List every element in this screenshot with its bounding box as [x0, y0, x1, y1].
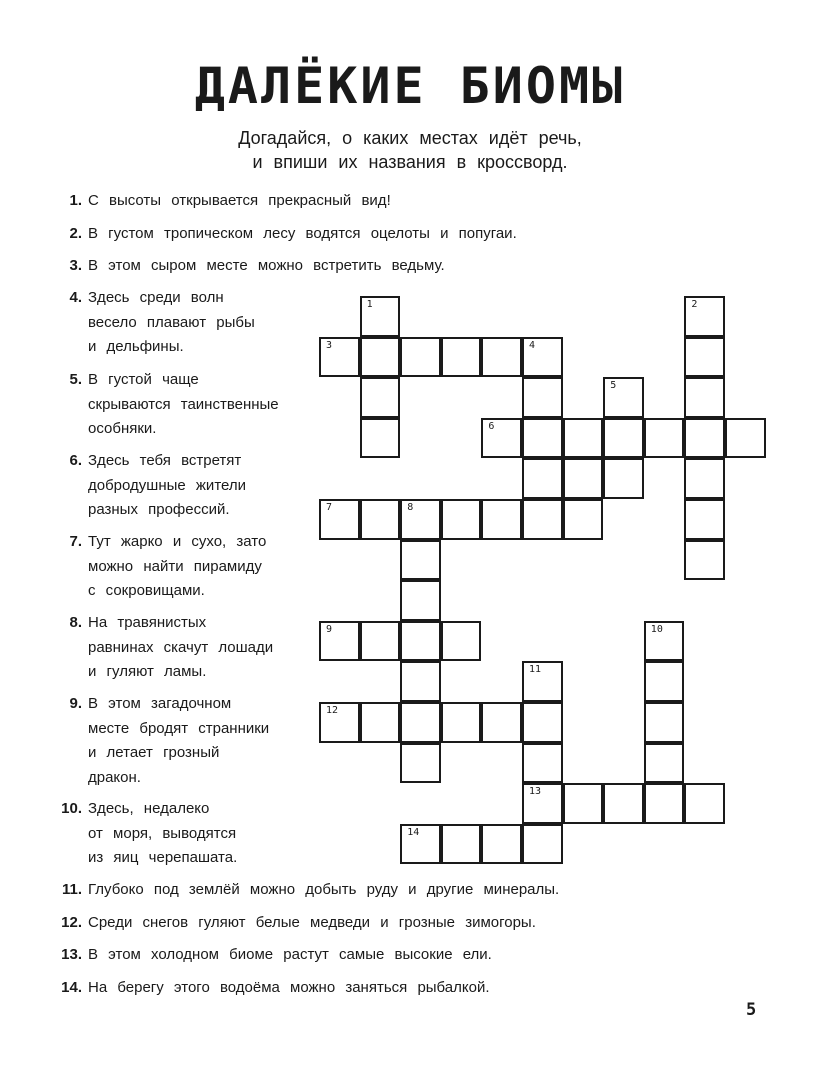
crossword-cell-number: 8 — [407, 502, 414, 513]
crossword-cell-number: 12 — [326, 705, 339, 716]
clue-number: 1. — [69, 192, 82, 209]
clue-text: Среди снегов гуляют белые медведи и грозные зимогоры. — [88, 914, 536, 931]
crossword-cell[interactable] — [481, 499, 522, 540]
crossword-cell-number: 14 — [407, 826, 420, 838]
clue-number: 6. — [69, 452, 82, 469]
clue-text: На травянистых — [88, 614, 207, 631]
clue-number: 5. — [69, 371, 82, 388]
clue-number: 10. — [61, 800, 82, 817]
clue-3 — [69, 254, 445, 279]
crossword-cell[interactable] — [684, 418, 725, 459]
crossword-cell[interactable] — [522, 499, 563, 540]
crossword-cell[interactable] — [644, 621, 685, 662]
crossword-cell[interactable] — [481, 418, 522, 459]
crossword-cell[interactable] — [684, 337, 725, 378]
crossword-cell[interactable] — [522, 337, 563, 378]
crossword-cell-number: 4 — [529, 339, 536, 351]
crossword-cell-number: 6 — [488, 420, 495, 432]
clue-text: и дельфины. — [88, 338, 184, 355]
clue-number: 13. — [61, 946, 82, 963]
clue-text: из яиц черепашата. — [88, 849, 238, 866]
clue-number: 11. — [61, 881, 82, 898]
clue-text: от моря, выводятся — [88, 824, 237, 842]
crossword-cell[interactable] — [400, 580, 441, 621]
crossword-cell[interactable] — [644, 743, 685, 784]
crossword-cell[interactable] — [644, 702, 685, 743]
clue-text: В густой чаще — [88, 371, 199, 388]
clue-text: с сокровищами. — [88, 582, 205, 599]
crossword-cell-number: 11 — [529, 664, 542, 676]
clue-text: В этом сыром месте можно встретить ведьму. — [88, 257, 445, 274]
crossword-cell[interactable] — [319, 337, 360, 378]
crossword-cell[interactable] — [400, 661, 441, 702]
crossword-cell[interactable] — [360, 621, 401, 662]
crossword-cell[interactable] — [400, 621, 441, 662]
crossword-cell[interactable] — [441, 621, 482, 662]
clue-text: В этом загадочном — [88, 695, 232, 712]
page-number: 5 — [746, 1000, 757, 1020]
crossword-cell[interactable] — [603, 377, 644, 418]
crossword-cell[interactable] — [441, 824, 482, 865]
clue-10 — [61, 797, 314, 871]
crossword-cell[interactable] — [522, 743, 563, 784]
clue-9 — [69, 692, 314, 790]
crossword-cell-number: 7 — [326, 502, 333, 513]
clue-text: весело плавают рыбы — [88, 313, 255, 331]
crossword-cell[interactable] — [522, 377, 563, 418]
clue-number: 8. — [69, 614, 82, 631]
clue-13 — [61, 943, 492, 968]
crossword-cell[interactable] — [563, 499, 604, 540]
clue-text: На берегу этого водоёма можно заняться рыбалкой. — [88, 979, 490, 996]
clue-text: скрываются таинственные — [88, 395, 279, 413]
crossword-cell[interactable] — [603, 418, 644, 459]
clue-text: и летает грозный — [88, 744, 220, 761]
clue-text: добродушные жители — [88, 476, 246, 494]
crossword-cell[interactable] — [603, 458, 644, 499]
crossword-cell[interactable] — [360, 418, 401, 459]
crossword-cell[interactable] — [481, 824, 522, 865]
crossword-cell[interactable] — [441, 337, 482, 378]
crossword-cell[interactable] — [319, 702, 360, 743]
crossword-cell[interactable] — [603, 783, 644, 824]
crossword-cell-number: 13 — [529, 786, 542, 798]
clue-text: В этом холодном биоме растут самые высокие ели. — [88, 946, 492, 963]
crossword-cell[interactable] — [400, 702, 441, 743]
crossword-cell[interactable] — [319, 499, 360, 540]
crossword-cell[interactable] — [400, 743, 441, 784]
crossword-cell[interactable] — [644, 783, 685, 824]
clue-text: можно найти пирамиду — [88, 557, 262, 575]
clue-number: 9. — [69, 695, 82, 712]
crossword-cell[interactable] — [522, 783, 563, 824]
crossword-cell[interactable] — [522, 661, 563, 702]
crossword-cell[interactable] — [684, 540, 725, 581]
crossword-cell[interactable] — [400, 540, 441, 581]
clue-text: месте бродят странники — [88, 719, 270, 737]
crossword-cell[interactable] — [522, 702, 563, 743]
crossword-cell[interactable] — [441, 499, 482, 540]
instructions-line: Догадайся, о каких местах идёт речь, — [238, 128, 582, 148]
crossword-cell[interactable] — [725, 418, 766, 459]
crossword-cell[interactable] — [360, 377, 401, 418]
clue-text: В густом тропическом лесу водятся оцелоты и попугаи. — [88, 225, 517, 242]
crossword-cell[interactable] — [360, 702, 401, 743]
crossword-cell-number: 5 — [610, 380, 617, 392]
clue-11 — [61, 878, 560, 903]
instructions — [140, 126, 680, 174]
clue-5 — [69, 368, 314, 442]
crossword-cell[interactable] — [441, 702, 482, 743]
clue-text: особняки. — [88, 420, 157, 437]
clue-text: и гуляют ламы. — [88, 663, 207, 680]
crossword-cell[interactable] — [360, 499, 401, 540]
crossword-cell[interactable] — [684, 499, 725, 540]
clue-number: 2. — [69, 225, 82, 242]
crossword-cell[interactable] — [684, 458, 725, 499]
clue-14 — [61, 976, 490, 1001]
crossword-cell[interactable] — [360, 296, 401, 337]
crossword-cell[interactable] — [522, 418, 563, 459]
crossword-cell[interactable] — [400, 337, 441, 378]
clue-text: Здесь тебя встретят — [88, 452, 242, 469]
clue-text: Здесь среди волн — [88, 289, 224, 306]
crossword-cell-number: 9 — [326, 623, 333, 635]
clue-number: 4. — [69, 289, 82, 306]
crossword-cell[interactable] — [522, 824, 563, 865]
crossword-cell[interactable] — [563, 418, 604, 459]
clue-6 — [69, 449, 314, 523]
clue-12 — [61, 911, 536, 936]
clue-number: 7. — [69, 533, 82, 550]
clue-7 — [69, 530, 314, 604]
clue-number: 12. — [61, 914, 82, 931]
crossword-cell[interactable] — [400, 499, 441, 540]
crossword-cell-number: 10 — [650, 623, 663, 635]
crossword-cell[interactable] — [563, 458, 604, 499]
crossword-cell-number: 1 — [366, 299, 373, 310]
crossword-cell[interactable] — [684, 377, 725, 418]
crossword-cell[interactable] — [563, 783, 604, 824]
clue-2 — [69, 222, 517, 247]
instructions-line: и впиши их названия в кроссворд. — [252, 152, 568, 172]
clue-text: равнинах скачут лошади — [88, 638, 274, 656]
clue-text: С высоты открывается прекрасный вид! — [88, 192, 391, 209]
clue-number: 14. — [61, 979, 82, 996]
clue-text: Здесь, недалеко — [88, 800, 210, 817]
crossword-cell[interactable] — [319, 621, 360, 662]
crossword-cell[interactable] — [644, 418, 685, 459]
crossword-cell[interactable] — [644, 661, 685, 702]
clue-8 — [69, 611, 314, 685]
crossword-cell[interactable] — [400, 824, 441, 865]
page-title: ДАЛЁКИЕ БИОМЫ — [194, 57, 626, 115]
crossword-cell[interactable] — [684, 296, 725, 337]
clue-text: Глубоко под землёй можно добыть руду и другие минералы. — [88, 881, 560, 898]
clue-1 — [69, 189, 391, 214]
crossword-cell-number: 2 — [691, 299, 698, 310]
crossword-cell[interactable] — [522, 458, 563, 499]
crossword-cell[interactable] — [684, 783, 725, 824]
crossword-cell-number: 3 — [326, 339, 333, 351]
clue-text: Тут жарко и сухо, зато — [88, 533, 267, 550]
clue-text: дракон. — [88, 768, 141, 786]
clue-4 — [69, 286, 314, 360]
crossword-cell[interactable] — [481, 337, 522, 378]
crossword-cell[interactable] — [360, 337, 401, 378]
clue-text: разных профессий. — [88, 501, 230, 518]
clue-number: 3. — [69, 257, 82, 274]
crossword-cell[interactable] — [481, 702, 522, 743]
